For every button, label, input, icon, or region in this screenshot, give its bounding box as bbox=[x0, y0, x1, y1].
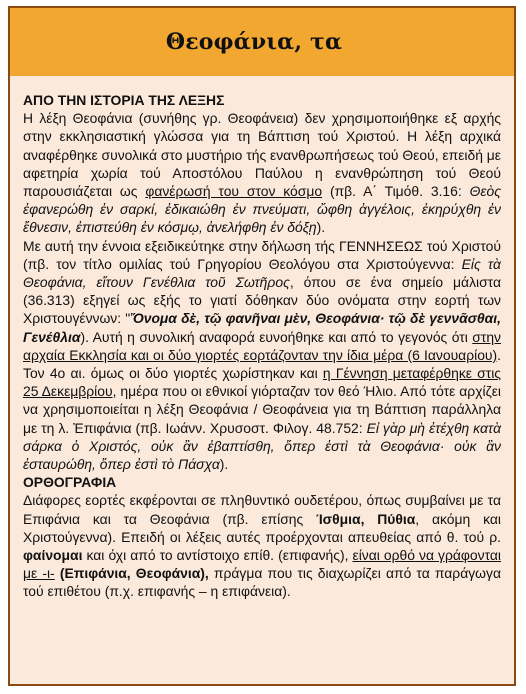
text-run: , ημέρα που οι εθνικοί γιόρταζαν τον θεό Ήλιο. Από τότε αρχίζει να χρησιμοποιείται η λέξη Θεοφάνια / Θεοφάνεια για τη Βάπτιση παράλληλα με τη λ. Ἐπιφάνια (πβ. Ιωάνν. Χρυσοστ. Φιλογ. 48.752: bbox=[23, 383, 501, 436]
greek-quote: Εἰ γὰρ μὴ ἐτέχθη κατὰ σάρκα ὁ Χριστός, οὐκ ἂν ἐβαπτίσθη, ὅπερ ἐστὶ τὰ Θεοφάνια· οὐκ ἂν ἐσταυρώθη, ὅπερ ἐστὶ τὸ Πάσχα bbox=[23, 419, 501, 473]
underlined-phrase: είναι ορθό να γράφονται με -ι- bbox=[23, 547, 501, 582]
paragraph-history-1 bbox=[23, 109, 501, 236]
text-run: πράγμα που τις διαχωρίζει από τα παράγωγα τού επιθέτου (π.χ. επιφανής – η επιφάνεια). bbox=[23, 565, 502, 600]
paragraph-history-2 bbox=[23, 237, 501, 474]
bold-term: φαίνομαι bbox=[23, 547, 83, 564]
page-title: Θεοφάνια, τα bbox=[165, 29, 343, 55]
text-run: (πβ. Α΄ Τιμόθ. 3.16: bbox=[322, 183, 470, 200]
sermon-title: Εἰς τὰ Θεοφάνια, εἴτουν Γενέθλια τοῦ Σωτῆρος bbox=[23, 255, 501, 291]
bold-term: Ίσθμια, Πύθια bbox=[316, 510, 416, 527]
text-run: ). bbox=[219, 456, 229, 473]
paragraph-orthography bbox=[23, 491, 501, 600]
text-run: , ακόμη και Χριστούγεννα). Επειδή οι λέξεις αυτές προέρχονται απευθείας από θ. τού ρ. bbox=[23, 510, 502, 545]
text-run: , όπου σε ένα σημείο μάλιστα (36.313) εξηγεί ως εξής το γιατί δόθηκαν δύο ονόματα στην εορτή των Χριστουγέννων: " bbox=[23, 274, 501, 327]
bold-term: (Επιφάνια, Θεοφάνια), bbox=[59, 565, 209, 582]
text-run: Διάφορες εορτές εκφέρονται σε πληθυντικό ουδετέρου, όπως συμβαίνει με τα Επιφάνια και τα Θεοφάνια (πβ. επίσης bbox=[23, 492, 501, 527]
text-run: . Τον 4ο αι. όμως οι δύο γιορτές χωρίστηκαν και bbox=[23, 346, 501, 382]
article-body bbox=[23, 91, 501, 601]
title-banner bbox=[10, 8, 514, 76]
section-heading-history: ΑΠΟ ΤΗΝ ΙΣΤΟΡΙΑ ΤΗΣ ΛΕΞΗΣ bbox=[23, 92, 225, 108]
text-run: ). Αυτή η συνολική αναφορά ευνοήθηκε και από το γεγονός ότι bbox=[80, 328, 473, 345]
text-run: Με αυτή την έννοια εξειδικεύτηκε στην δήλωση τής ΓΕΝΝΗΣΕΩΣ τού Χριστού (πβ. τον τίτλο ομιλίας τού Γρηγορίου Θεολόγου στα Χριστούγεννα: bbox=[23, 237, 501, 272]
section-heading-orthography: ΟΡΘΟΓΡΑΦΙΑ bbox=[23, 474, 117, 491]
text-run: και όχι από το αντίστοιχο επίθ. (επιφανής), bbox=[82, 547, 353, 564]
document-card bbox=[8, 6, 516, 686]
text-run: ). bbox=[316, 219, 326, 236]
greek-quote: Θεὸς ἐφανερώθη ἐν σαρκί, ἐδικαιώθη ἐν πνεύματι, ὤφθη ἀγγέλοις, ἐκηρύχθη ἐν ἔθνεσιν, ἐπιστεύθη ἐν κόσμῳ, ἀνελήφθη ἐν δόξῃ bbox=[23, 183, 501, 236]
underlined-phrase: στην αρχαία Εκκλησία και οι δύο γιορτές εορτάζονταν την ίδια μέρα (6 Ιανουαρίου) bbox=[23, 328, 501, 363]
underlined-phrase: η Γέννηση μεταφέρθηκε στις 25 Δεκεμβρίου bbox=[23, 365, 502, 400]
greek-quote-bold: Ὄνομα δὲ, τῷ φανῆναι μὲν, Θεοφάνια· τῷ δὲ γεννᾶσθαι, Γενέθλια bbox=[23, 310, 502, 345]
underlined-phrase: φανέρωσή του στον κόσμο bbox=[145, 183, 323, 200]
text-run: Η λέξη Θεοφάνια (συνήθης γρ. Θεοφάνεια) δεν χρησιμοποιήθηκε εξ αρχής στην εκκλησιαστική γλώσσα για τη Βάπτιση τού Χριστού. Η λέξη αρχικά αναφέρθηκε συνολικά στο μυστήριο τής ενανθρωπήσεως τού Θεού, επειδή με αφετηρία χωρία τού Αποστόλου Παύλου η ενανθρώπηση τού Θεού παρουσιάζεται ως bbox=[23, 110, 501, 200]
